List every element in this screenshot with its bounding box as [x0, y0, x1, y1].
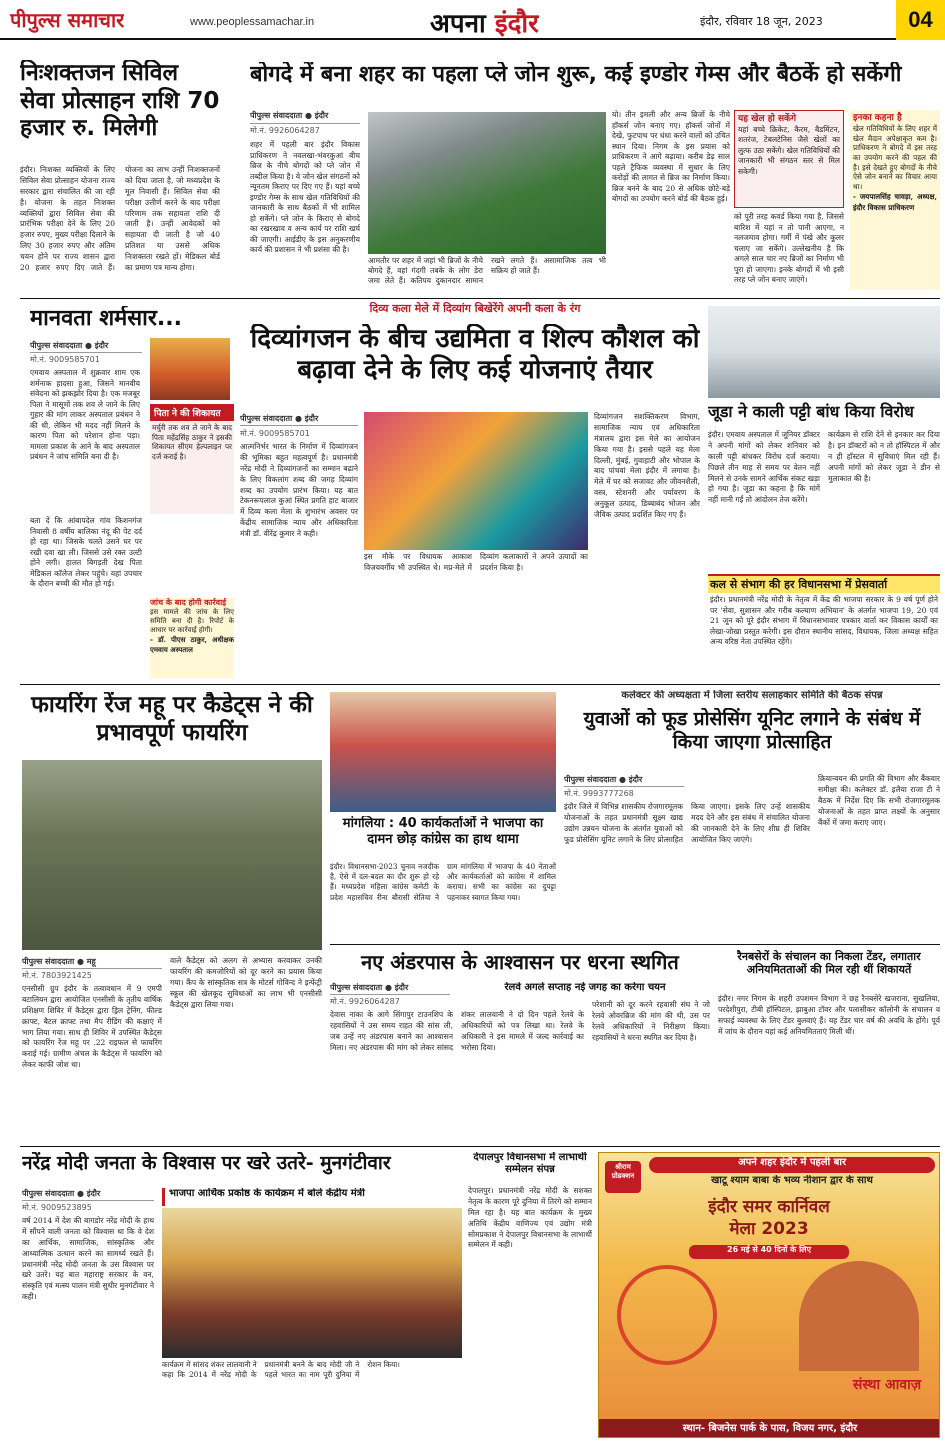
- story3-mobile: मो.नं. 9009585701: [30, 355, 100, 364]
- quote-box-body: खेल गतिविधियों के लिए शहर में खेल मैदान अपेक्षाकृत कम है। प्राधिकरण ने बोगदे में इस तरह का उपयोग करने की पहल की है। इसे देखते हुए बोगदों के नीचे ऐसे जोन बनाने का विचार आया था।: [853, 123, 937, 192]
- story2-caption: आमतौर पर शहर में जहां भी ब्रिजों के नीचे बोगदे हैं, वहां गंदगी तबके के लोग डेरा जमा लेते हैं। कतिपय दुकानदार सामान रखने लगते हैं। असामाजिक तत्व भी सक्रिय हो जाते हैं।: [368, 256, 606, 286]
- story9-kicker: कलेक्टर की अध्यक्षता में जिला स्तरीय सलाहकार समिति की बैठक संपन्न: [621, 690, 883, 701]
- inquiry-box-title: जांच के बाद होगी कार्रवाई: [150, 598, 227, 607]
- story12-byline: पीपुल्स संवाददाता ● इंदौर: [22, 1188, 154, 1201]
- ad-top-line2: खाटू श्याम बाबा के भव्य नीशान द्वार के साथ: [711, 1175, 873, 1186]
- ad-title2: मेला 2023: [729, 1219, 809, 1239]
- story1-headline: निःशक्तजन सिविल सेवा प्रोत्साहन राशि 70 हजार रु. मिलेगी: [20, 60, 220, 142]
- divider: [20, 1146, 940, 1147]
- ad-partner: संस्था आवाज़: [852, 1377, 922, 1393]
- story4-mobile: मो.नं. 9009585701: [240, 429, 310, 438]
- story9-byline: पीपुल्स संवाददाता ● इंदौर: [564, 774, 684, 787]
- story10-headline: नए अंडरपास के आश्वासन पर धरना स्थगित: [361, 950, 679, 974]
- story3-body2: बता दें कि आंबापदेल गांव किशनगंज निवासी 8 वर्षीय बालिका नंदू की पेट दर्द हो रहा था। जिसके चलते उसने घर पर रखी दवा खा ली। जिससे उसे रक्त उल्टी होने लगी। हालत बिगड़ती देख पिता मेडिकल कॉलेज लेकर पहुंचे। यहां उपचार के दौरान बच्ची की मौत हो गई।: [30, 516, 142, 588]
- story6-body: इंदौर। प्रधानमंत्री नरेंद्र मोदी के नेतृत्व में केंद्र की भाजपा सरकार के 9 वर्ष पूर्ण होने पर 'सेवा, सुशासन और गरीब कल्याण अभियान' के अंतर्गत भाजपा 19, 20 एवं 21 जून को पूरे इंदौर संभाग में विधानसभावार पत्रकार वार्ता कर विकास कार्यों का लेखा-जोखा प्रस्तुत करेगी। इस दौरान स्थानीय सांसद, विधायक, जिला अध्यक्ष सहित अन्य वरिष्ठ नेता उपस्थित रहेंगे।: [710, 595, 938, 647]
- story10-body: देवास नाका के आगे सिंगापुर टाउनशिप के रहवासियों ने उस समय राहत की सांस ली, जब उन्हें नए अंडरपास बनाने का आश्वासन मिला। नए अंडरपास की मांग को लेकर सांसद शंकर लालवानी ने दो दिन पहले रेलवे के अधिकारियों को पत्र लिखा था। रेलवे के अधिकारी ने इस मामले में जल्द कार्रवाई का भरोसा दिया।: [330, 1010, 584, 1052]
- ad-title: इंदौर समर कार्निवल: [708, 1197, 830, 1217]
- story2-headline: बोगदे में बना शहर का पहला प्ले जोन शुरू, कई इण्डोर गेम्स और बैठकें हो सकेंगी: [250, 62, 902, 87]
- story7-byline: पीपुल्स संवाददाता ● महू: [22, 956, 162, 969]
- story8-body: इंदौर। विधानसभा-2023 चुनाव नजदीक है, ऐसे में दल-बदल का दौर शुरू हो रहे हैं। मध्यप्रदेश महिला कांग्रेस कमेटी के प्रदेश महासचिव रीना बौरासी सेतिया ने ग्राम मांगलिया में भाजपा के 40 नेताओं और कार्यकर्ताओं को कांग्रेस में शामिल कराया। सभी का कांग्रेस का दुपट्टा पहनाकर स्वागत किया गया।: [330, 862, 556, 902]
- story9-headline: युवाओं को फूड प्रोसेसिंग यूनिट लगाने के संबंध में किया जाएगा प्रोत्साहित: [583, 708, 921, 753]
- story2-col1: शहर में पहली बार इंदौर विकास प्राधिकरण ने नवलखा-भंवरकुआं बीच ब्रिज के नीचे बोगदों को प्ले जोन में तब्दील किया है। ये जोन खेल संगठनों को न्यूनतम किराए पर दिए गए हैं। यहां बच्चे इण्डोर गेम्स के साथ खेल गतिविधियों की जानकारी के साथ बैठकों में भी शामिल हो सकेंगे। प्ले जोन के किराए से बोगदे का रखरखाव व अन्य कार्य पर राशि खर्च की जाएगी। आईडीए के इस अनुकरणीय कार्य की प्रशासन ने भी प्रशंसा की है।: [250, 140, 360, 254]
- inquiry-box-body: इस मामले की जांच के लिए समिति बना दी है। रिपोर्ट के आधार पर कार्रवाई होगी।: [150, 607, 234, 634]
- story12-body: वर्ष 2014 में देश की बागडोर नरेंद्र मोदी के हाथ में सौंपने वाली जनता को विश्वास था कि वे देश का आर्थिक, सामाजिक, सांस्कृतिक और आध्यात्मिक उत्थान करने का सामर्थ्य रखते हैं। प्रधानमंत्री नरेंद्र मोदी जनता के उस विश्वास पर खरे उतरे। यह बात महाराष्ट्र सरकार के वन, संस्कृति एवं मत्स्य पालन मंत्री सुधीर मुनगंटीवार ने कही।: [22, 1216, 154, 1302]
- quote-box: [850, 110, 940, 290]
- date-line: इंदौर, रविवार 18 जून, 2023: [700, 15, 823, 28]
- story3-byline: पीपुल्स संवाददाता ● इंदौर: [30, 340, 142, 353]
- newspaper-logo: पीपुल्स समाचार: [10, 8, 125, 32]
- section-title-a: अपना: [430, 9, 486, 39]
- story12-mobile: मो.नं. 9009523895: [22, 1203, 92, 1212]
- story12-caption: कार्यक्रम में सांसद शंकर लालवानी ने कहा कि 2014 में नरेंद्र मोदी के प्रधानमंत्री बनने के बाद मोदी जी ने पहले भारत का नाम पूरी दुनिया में रोशन किया।: [162, 1360, 400, 1380]
- story7-body2: वाले कैडेट्स को अलग से अभ्यास करवाकर उनकी फायरिंग की कमजोरियों को दूर करने का प्रयास किया गया। कैंप के सांस्कृतिक सत्र के मोटर्स गोविन्द ने इन्फेंट्री स्कूल की खेलकूद सुविधाओं का लाभ भी एनसीसी कैडेट्स द्वारा लिया गया।: [170, 956, 322, 1009]
- ncc-firing-photo: [22, 760, 322, 950]
- ad-brand-logo: [605, 1161, 641, 1193]
- divider: [20, 684, 940, 685]
- play-games-box-body: यहां बच्चे क्रिकेट, कैरम, बैडमिंटन, शतरंज, टेबलटेनिस जैसे खेलों का लुत्फ उठा सकेंगे। खेल गतिविधियों की जानकारी भी संगठन स्तर से मिल सकेगी।: [738, 124, 840, 176]
- juda-photo: [708, 306, 940, 398]
- story10-subhead: रेलवे अगले सप्ताह नई जगह का करेगा चयन: [504, 982, 666, 993]
- story4-col3: दिव्यांगजन सशक्तिकरण विभाग, सामाजिक न्याय एवं अधिकारिता मंत्रालय द्वारा इस मेले का आयोजन किया गया है। इससे पहले यह मेला दिल्ली, मुंबई, गुवाहाटी और भोपाल के बाद पांचवां मेला इंदौर में लगाया है। मेले में घर को सजावट और जीवनशैली, वस्त्र, स्टेशनरी और पर्यावरण के अनुकूल उत्पाद, डिब्बाबंद भोजन और जैविक उत्पाद प्रदर्शित किए गए हैं।: [594, 412, 700, 519]
- story11-body: इंदौर। नगर निगम के शहरी उपशमन विभाग ने छह रैनबसेरे खजराना, सुखलिया, परदेशीपुरा, टीबी हॉस्पिटल, झाबुआ टॉवर और पलासीकर कॉलोनी के संचालन व सफाई व्यवस्था के लिए टेंडर बुलवाएं हैं। यह टेंडर चार वर्ष की अवधि के होंगे। पूर्व में जांच के दौरान यहां कई अनियमितताएं मिली थीं।: [718, 994, 940, 1036]
- hospital-photo: [150, 338, 230, 400]
- ferris-wheel-icon: [617, 1265, 717, 1365]
- story13-headline: देपालपुर विधानसभा में लाभार्थी सम्मेलन संपन्न: [473, 1152, 587, 1175]
- gate-icon: [799, 1261, 919, 1371]
- playzone-photo: [368, 112, 606, 254]
- story7-body: एनसीसी ग्रुप इंदौर के तत्वावधान में 9 एमपी बटालियन द्वारा आयोजित एनसीसी के तृतीय वार्षिक प्रशिक्षण शिविर में कैडेट्स द्वारा ड्रिल ट्रेनिंग, फील्ड क्राफ्ट, बैटल क्राफ्ट तथा मैप रीडिंग की कक्षाएं में भाग लिया गया। साथ ही शिविर में उपस्थित कैडेट्स को फायरिंग रेंज महू पर .22 राइफल से फायरिंग कराई गई। ग्रामीण अंचल के कैडेट्स में फायरिंग को लेकर काफी जोश था।: [22, 984, 162, 1070]
- story12-headline: नरेंद्र मोदी जनता के विश्वास पर खरे उतरे- मुनगंटीवार: [22, 1152, 391, 1174]
- inquiry-box-sign: - डॉ. पीएस ठाकुर, अधीक्षक एमवाय अस्पताल: [150, 634, 234, 655]
- story13-body: देपालपुर। प्रधानमंत्री नरेंद्र मोदी के सशक्त नेतृत्व के कारण पूरे दुनिया में तिरंगे को सम्मान मिल रहा है। यह बात कार्यक्रम के मुख्य अतिथि केंद्रीय वाणिज्य एवं उद्योग मंत्री सोमप्रकाश ने देपालपुर विधानसभा के लाभार्थी सम्मेलन में कही।: [468, 1186, 592, 1250]
- story10-body2: परेशानी को दूर करने रहवासी संघ ने जो रेलवे ओवरब्रिज की मांग की थी, उस पर रेलवे अधिकारियों ने निरीक्षण किया। रहवासियों ने धरना स्थगित कर दिया है।: [592, 1000, 710, 1042]
- father-complaint-title: पिता ने की शिकायत: [150, 404, 234, 421]
- story12-kicker-box: [162, 1188, 462, 1206]
- story9-body2: क्रियान्वयन की प्रगति की विभाग और बैंकवार समीक्षा की। कलेक्टर डॉ. इलैया राजा टी ने बैठक में निर्देश दिए कि सभी रोजगारमूलक योजनाओं के तहत प्राप्त लक्ष्यों के अनुसार बैंकों में जमा कराए जाए।: [818, 774, 940, 827]
- play-games-box-title: यह खेल हो सकेंगे: [738, 114, 797, 124]
- story4-col1: आत्मनिर्भर भारत के निर्माण में दिव्यांगजन की भूमिका बहुत महत्वपूर्ण है। प्रधानमंत्री नरेंद्र मोदी ने दिव्यांगजनों का सम्मान बढ़ाने के लिए विकलांग शब्द की जगह दिव्यांग शब्द का उपयोग प्रारंभ किया। यह बात टेकनरूपलाल कुआं स्थित प्रगति हाट बाजार में दिव्य कला मेला के शुभारंभ अवसर पर केंद्रीय सामाजिक न्याय और अधिकारिता मंत्री डॉ. वीरेंद्र कुमार ने कही।: [240, 442, 358, 538]
- page-number: 04: [896, 0, 945, 40]
- story9-body: इंदौर जिले में विभिन्न शासकीय रोजगारमूलक योजनाओं के तहत प्रधानमंत्री सूक्ष्म खाद्य उद्योग उन्नयन योजना के अंतर्गत युवाओं को फूड प्रोसेसिंग यूनिट लगाने के लिए प्रोत्साहित किया जाएगा। इसके लिए उन्हें शासकीय मदद देने और इस संबंध में संचालित योजना की जानकारी देने के लिए शीघ्र ही शिविर आयोजित किए जाएंगे।: [564, 802, 810, 844]
- story1-body: इंदौर। निःशक्त व्यक्तियों के लिए सिविल सेवा प्रोत्साहन योजना राज्य सरकार द्वारा संचालित की जा रही है। योजना के तहत निःशक्त व्यक्तियों द्वारा सिविल सेवा की प्रारंभिक परीक्षा देने के लिए 20 हजार रुपए, मुख्य परीक्षा दिलाने के लिए 30 हजार रुपए और अंतिम चयन होने पर राज्य शासन द्वारा 20 हजार रुपए दिए जाते हैं। योजना का लाभ उन्हीं निःशक्तजनों को दिया जाता है, जो मध्यप्रदेश के मूल निवासी हैं। सिविल सेवा की परीक्षा उत्तीर्ण करने के बाद परीक्षा परिणाम तक सहायता राशि दी जाती है। उन्हीं आवेदकों को सहायता दी जाती है जो 40 प्रतिशत या उससे अधिक निःशक्तता रखते हों। मेडिकल बोर्ड का प्रमाण पत्र मान्य होगा।: [20, 165, 220, 272]
- story10-byline: पीपुल्स संवाददाता ● इंदौर: [330, 982, 450, 995]
- ad-top-line: अपने शहर इंदौर में पहली बार: [649, 1157, 935, 1173]
- munganti-photo: [162, 1208, 462, 1358]
- story5-body: इंदौर। एमवाय अस्पताल में जूनियर डॉक्टर ने अपनी मांगों को लेकर शनिवार को काली पट्टी बांधकर विरोध दर्ज कराया। पिछले तीन माह से समय पर वेतन नहीं मिलने से उनके सामने आर्थिक संकट खड़ा हो गया है। जूडा का कहना है कि मांगें नहीं मानी गईं तो आंदोलन तेज करेंगे।: [708, 430, 820, 505]
- story5-headline: जूडा ने काली पट्टी बांध किया विरोध: [708, 402, 914, 421]
- story6-headline: कल से संभाग की हर विधानसभा में प्रेसवार्ता: [708, 576, 940, 593]
- story2-col3: यो। तीन इमली और अन्य ब्रिजों के नीचे हॉकर्स जोन बनाए गए। हॉकर्स जोनों में देखे, फुटपाथ पर धंधा करने वालों को उचित स्थान दिया। निगम के इस प्रयास को प्राधिकरण ने आगे बढ़ाया। करीब डेढ़ साल पहले ट्रैफिक व्यवस्था में सुधार के लिए करोड़ों की लागत से ब्रिज का निर्माण किया। ब्रिज बनने के बाद 20 से अधिक छोटे-बड़े बोगदों का उपयोग करने बोर्ड की बैठक हुई।: [612, 110, 730, 203]
- story7-headline: फायरिंग रेंज महू पर कैडेट्स ने की प्रभावपूर्ण फायरिंग: [31, 692, 313, 746]
- ad-brand: श्रीराम प्रोडक्शन: [611, 1163, 635, 1180]
- story2-mobile: मो.नं. 9926064287: [250, 126, 320, 135]
- story4-caption: इस मौके पर विधायक आकाश विजयवर्गीय भी उपस्थित थे। मप्र-मेले में दिव्यांग कलाकारों ने अपने उत्पादों का प्रदर्शन किया है।: [364, 552, 588, 572]
- father-complaint-box: [150, 404, 234, 514]
- ad-dates: 26 मई से 40 दिनों के लिए: [689, 1245, 849, 1259]
- divider: [20, 298, 940, 299]
- story2-col4: को पूरी तरह कवर्ड किया गया है, जिससे बारिश में यहां न तो पानी आएगा, न नलजमाव होगा। गर्मी में पंखे और कूलर चलाए जा सकेंगे। उल्लेखनीय है कि अगले साल चार नए ब्रिजों का निर्माण भी पूरा हो जाएगा। इनके बोगदों में भी इसी तरह प्ले जोन बनाए जाएंगे।: [734, 212, 844, 284]
- divya-kala-photo: [364, 412, 588, 550]
- play-games-box: [734, 110, 844, 208]
- story10-mobile: मो.नं. 9926064287: [330, 997, 400, 1006]
- story3-body: एमवाय अस्पताल में शुक्रवार शाम एक शर्मनाक हादसा हुआ, जिसने मानवीय संवेदना को झकझोर दिया है। एक मजबूर पिता ने मासूमों तक शव ले जाने के लिए गुहार की मांग लाकर अस्पताल प्रबंधन ने की थी, लेकिन भी मदद नहीं मिलने के कारण पिता को परेशान होना पड़ा। मामला प्रकाश के आने के बाद अस्पताल प्रबंधन ने जांच समिति बना दी है।: [30, 368, 140, 461]
- carnival-advertisement[interactable]: [598, 1152, 940, 1438]
- story4-headline: दिव्यांगजन के बीच उद्यमिता व शिल्प कौशल को बढ़ावा देने के लिए कई योजनाएं तैयार: [250, 324, 700, 386]
- website-url[interactable]: www.peoplessamachar.in: [190, 16, 315, 28]
- story7-mobile: मो.नं. 7803921425: [22, 971, 92, 980]
- ad-footer: स्थान- बिजनेस पार्क के पास, विजय नगर, इंदौर: [599, 1419, 940, 1438]
- section-title-b: इंदौर: [494, 9, 539, 39]
- mangaliya-photo: [330, 692, 556, 812]
- story5-body2: कार्यक्रम से राशि देने से इनकार कर दिया है। इन डॉक्टरों को न तो हॉस्पिटल में और न ही हॉस्टल में सुविधाएं मिल रही हैं। अपनी मांगों को लेकर जूडा ने डीन से मुलाकात की है।: [828, 430, 940, 483]
- father-complaint-body: मर्चुरी तक शव ले जाने के बाद पिता महेंद्रसिंह ठाकुर ने इसकी शिकायत सीएम हेल्पलाइन पर दर्ज कराई है।: [152, 423, 232, 462]
- story4-kicker: दिव्य कला मेले में दिव्यांग बिखेरेंगे अपनी कला के रंग: [369, 302, 581, 315]
- story9-mobile: मो.नं. 9993777268: [564, 789, 634, 798]
- story3-headline: मानवता शर्मसार...: [30, 306, 182, 331]
- divider: [330, 944, 940, 945]
- story8-headline: मांगलिया : 40 कार्यकर्ताओं ने भाजपा का दामन छोड़ कांग्रेस का हाथ थामा: [342, 816, 544, 847]
- quote-box-title: इनका कहना है: [853, 113, 902, 123]
- story6-box: [708, 574, 940, 680]
- story11-headline: रैनबसेरों के संचालन का निकला टेंडर, लगातार अनियमितताओं की मिल रही थीं शिकायतें: [737, 950, 921, 977]
- quote-box-sign: - जयपालसिंह चावड़ा, अध्यक्ष, इंदौर विकास प्राधिकरण: [853, 191, 937, 212]
- inquiry-box: [150, 598, 234, 678]
- story4-byline: पीपुल्स संवाददाता ● इंदौर: [240, 413, 358, 426]
- story12-kicker: भाजपा आर्थिक प्रकोष्ठ के कार्यक्रम में बोले केंद्रीय मंत्री: [169, 1188, 365, 1199]
- story2-byline: पीपुल्स संवाददाता ● इंदौर: [250, 110, 360, 124]
- section-title: [430, 4, 539, 40]
